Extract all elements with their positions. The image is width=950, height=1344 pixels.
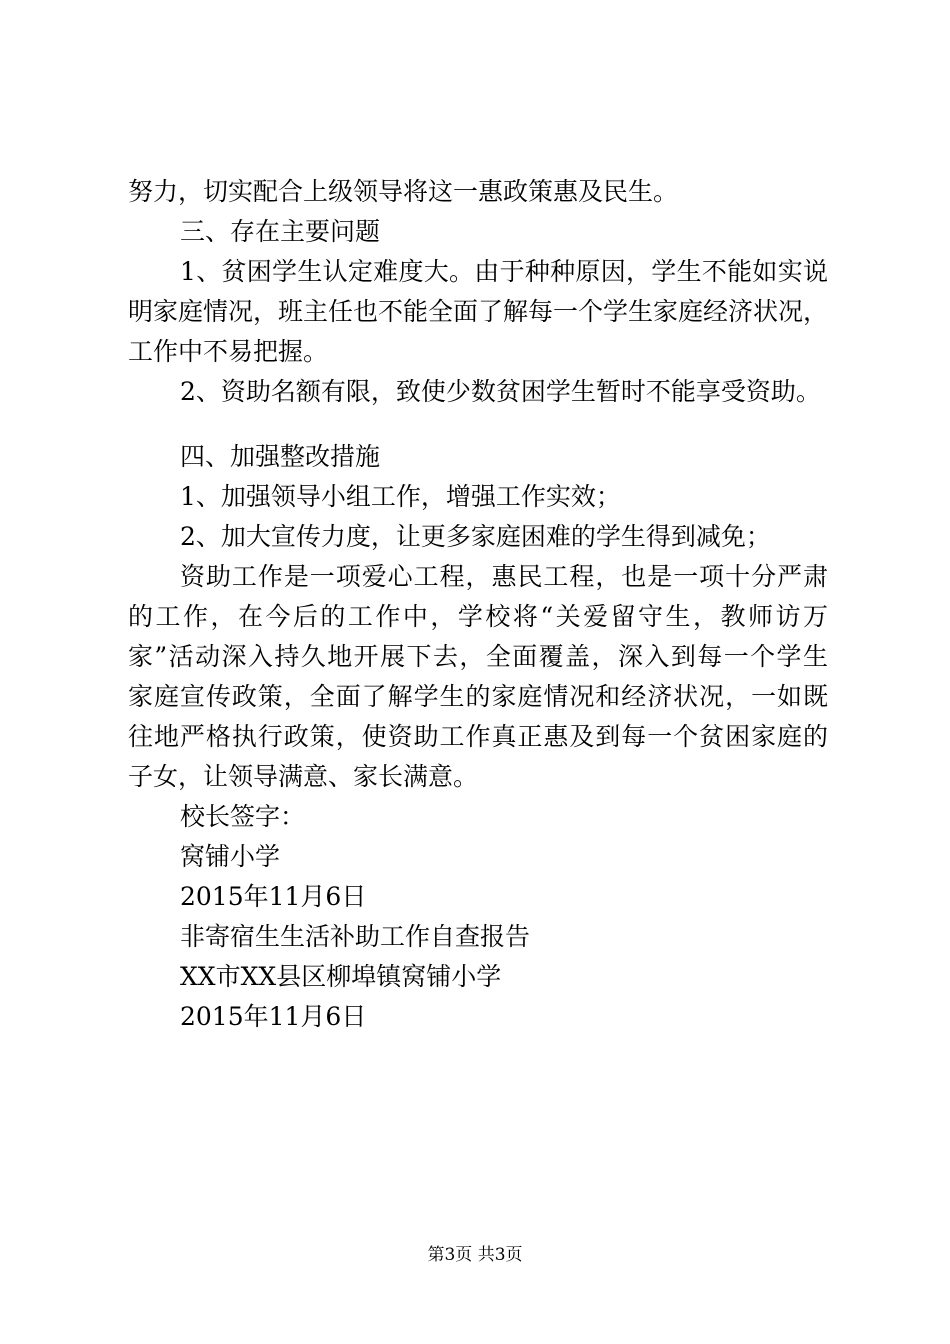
paragraph-line: 工作中不易把握。 xyxy=(128,337,329,366)
section-heading-problems: 三、存在主要问题 xyxy=(180,217,381,246)
paragraph-line: 明家庭情况，班主任也不能全面了解每一个学生家庭经济状况， xyxy=(128,297,829,326)
report-title: 非寄宿生生活补助工作自查报告 xyxy=(180,922,531,951)
paragraph-gap xyxy=(128,412,828,437)
document-body xyxy=(128,172,828,1037)
page-footer: 第3页 共3页 xyxy=(427,1245,523,1265)
paragraph-line: 往地严格执行政策，使资助工作真正惠及到每一个贫困家庭的 xyxy=(128,722,828,751)
paragraph-line: 家”活动深入持久地开展下去，全面覆盖，深入到每一个学生 xyxy=(128,642,828,671)
section-heading-measures: 四、加强整改措施 xyxy=(180,442,381,471)
paragraph-line: 2、资助名额有限，致使少数贫困学生暂时不能享受资助。 xyxy=(180,377,821,406)
paragraph-line: 子女，让领导满意、家长满意。 xyxy=(128,762,479,791)
paragraph-line: 2、加大宣传力度，让更多家庭困难的学生得到减免； xyxy=(180,522,771,551)
paragraph-line: 1、加强领导小组工作，增强工作实效； xyxy=(180,482,621,511)
report-date-2: 2015年11月6日 xyxy=(180,1002,367,1031)
school-full-name: XX市XX县区柳埠镇窝铺小学 xyxy=(180,962,502,991)
paragraph-line: 1、贫困学生认定难度大。由于种种原因，学生不能如实说 xyxy=(180,257,828,286)
paragraph-line: 的工作，在今后的工作中，学校将“关爱留守生，教师访万 xyxy=(128,602,828,631)
school-name: 窝铺小学 xyxy=(180,842,281,871)
principal-signature-label: 校长签字： xyxy=(180,802,306,831)
paragraph-line: 资助工作是一项爱心工程，惠民工程，也是一项十分严肃 xyxy=(180,562,828,591)
paragraph-line: 家庭宣传政策，全面了解学生的家庭情况和经济状况，一如既 xyxy=(128,682,828,711)
report-date: 2015年11月6日 xyxy=(180,882,367,911)
paragraph-line: 努力，切实配合上级领导将这一惠政策惠及民生。 xyxy=(128,177,679,206)
